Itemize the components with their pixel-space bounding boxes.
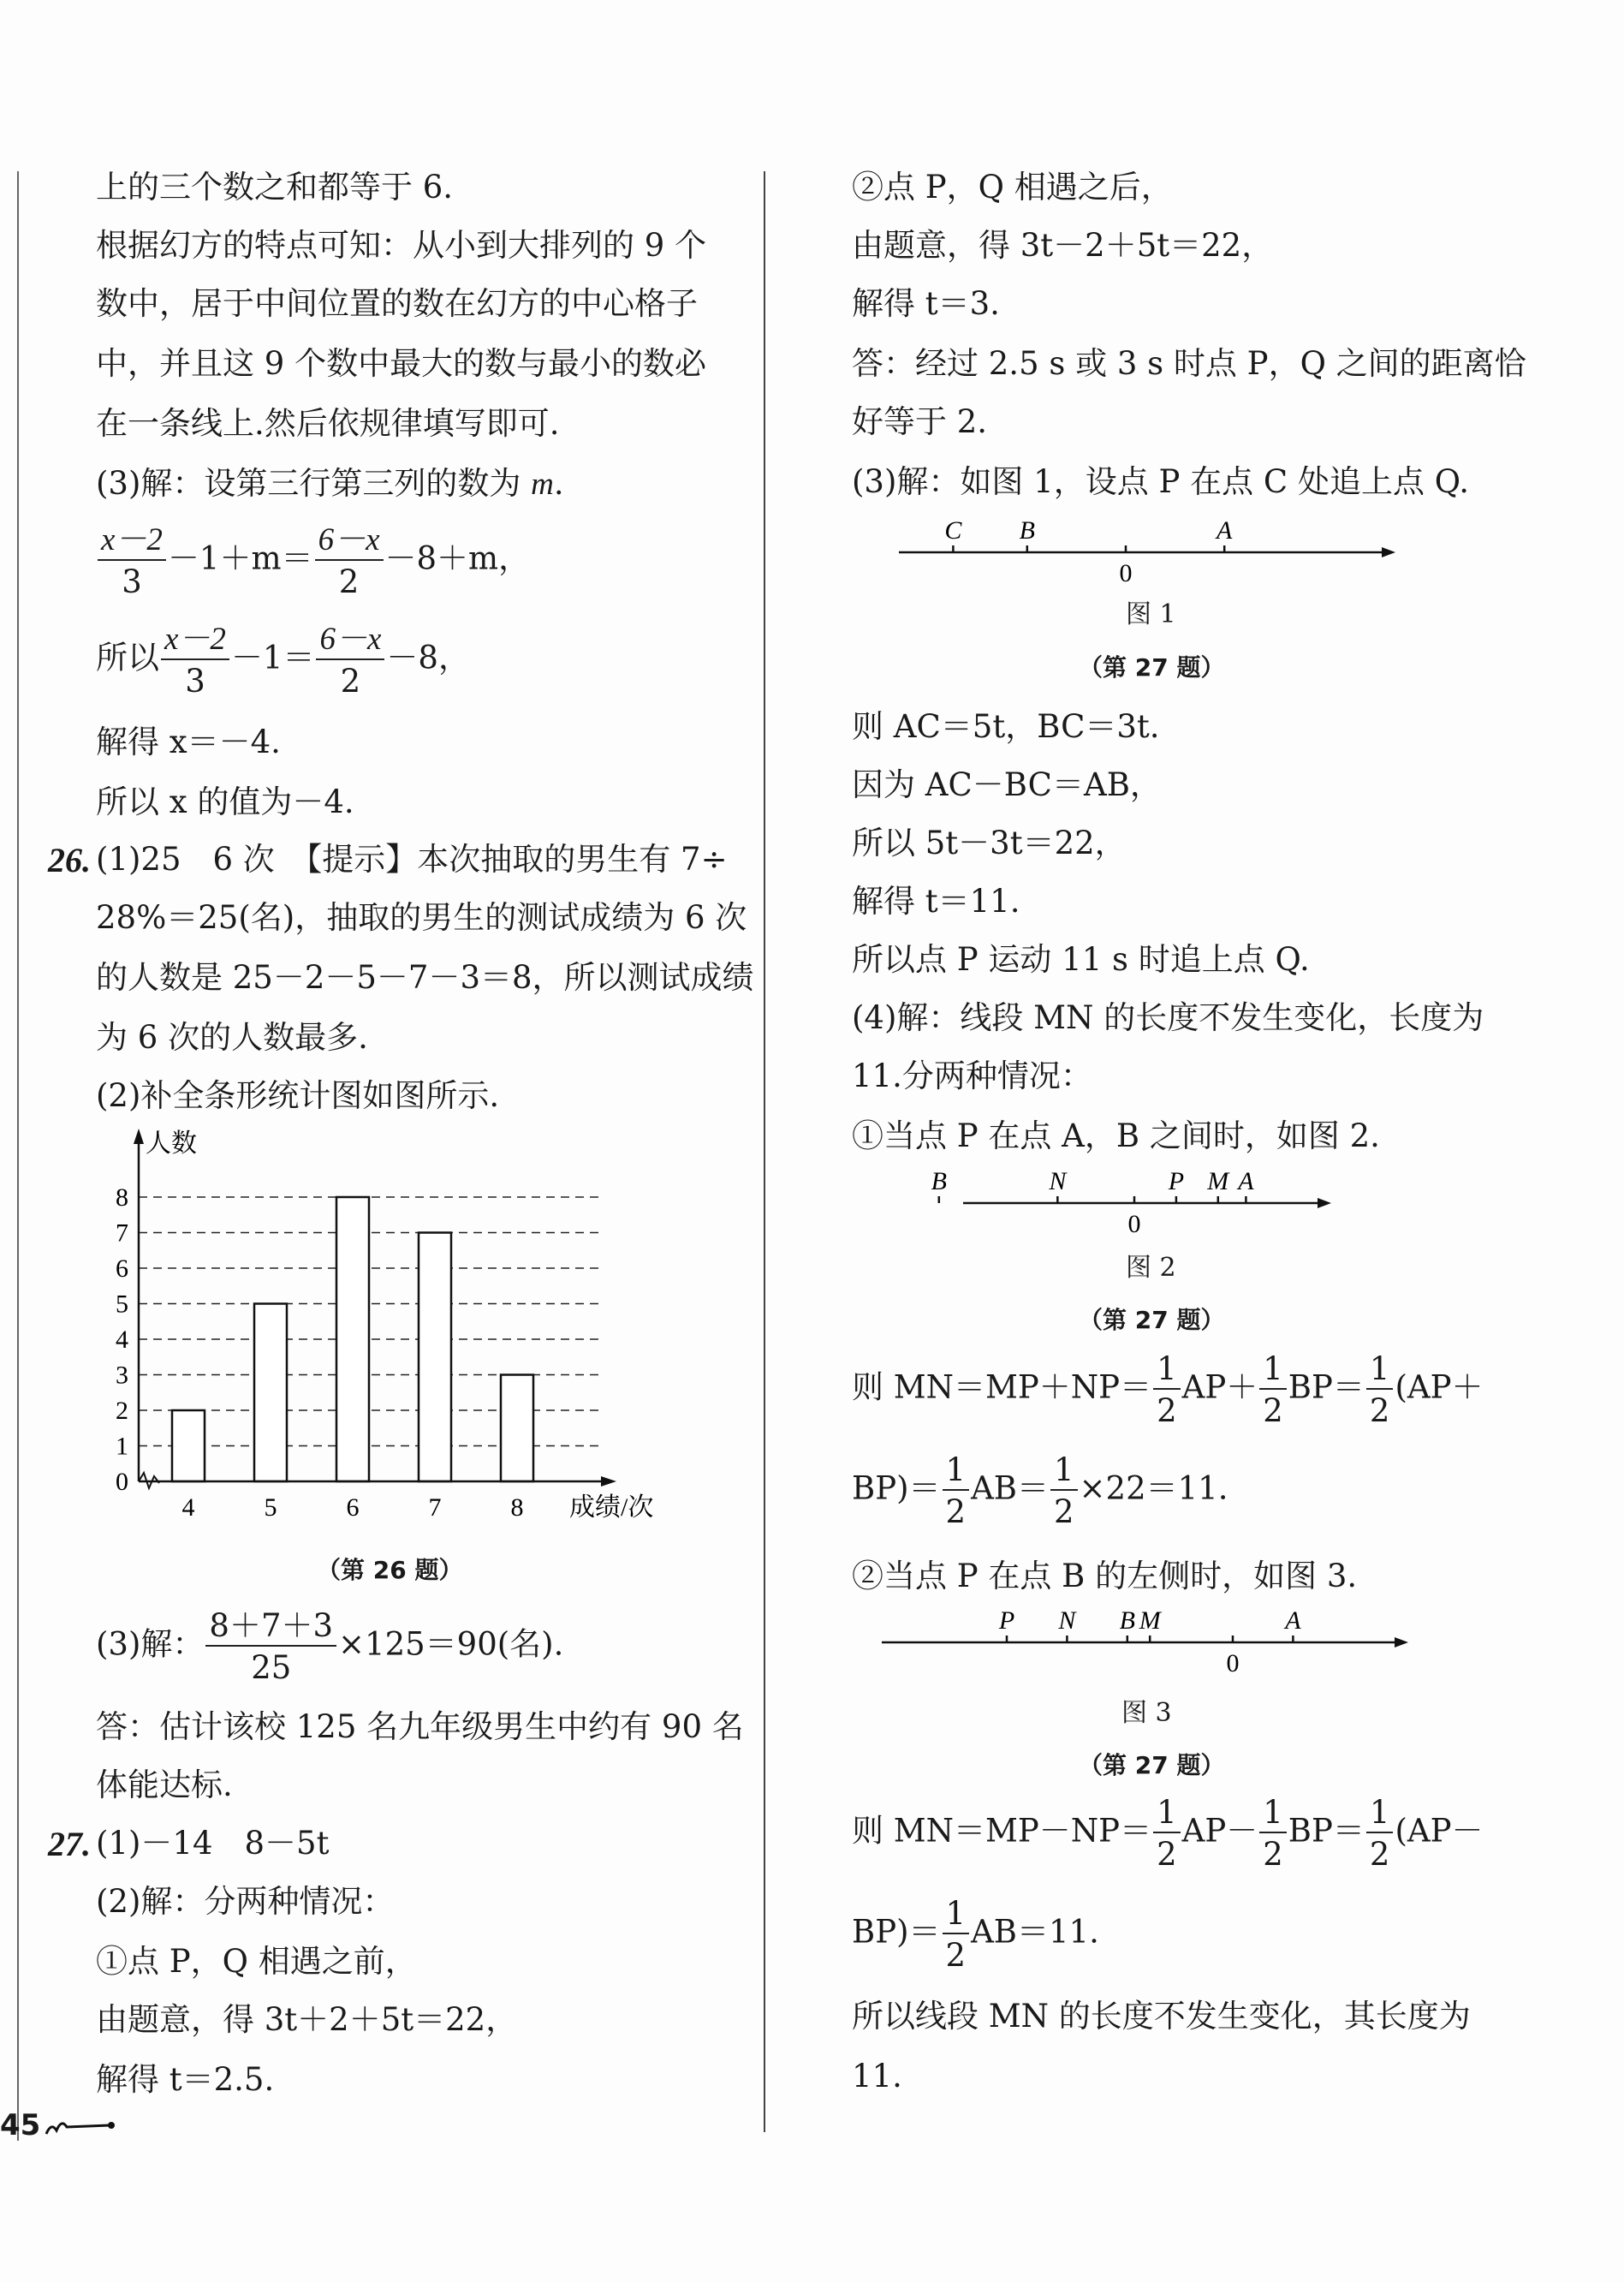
x-tick-label: 4 xyxy=(181,1493,195,1522)
point-label: 0 xyxy=(1119,559,1133,587)
text-line: (2)补全条形统计图如图所示. xyxy=(96,1077,500,1114)
bar xyxy=(501,1375,533,1482)
text-line: 11.分两种情况： xyxy=(852,1058,1092,1094)
x-tick-label: 7 xyxy=(428,1493,442,1522)
text-line: 11. xyxy=(852,2058,902,2094)
equation: $\frac{x-2}{3}$ －1＋m＝ $\frac{6-x}{2}$ －8＋m， xyxy=(96,524,530,598)
y-tick-label: 5 xyxy=(116,1290,128,1319)
text-line: (3)解：如图 1，设点 P 在点 C 处追上点 Q. xyxy=(852,463,1469,500)
text-line: 由题意，得 3t－2＋5t＝22， xyxy=(852,227,1274,264)
text-line: ②当点 P 在点 B 的左侧时，如图 3. xyxy=(852,1558,1358,1594)
y-axis-arrow xyxy=(134,1129,144,1144)
text-line: ①点 P，Q 相遇之前， xyxy=(96,1943,417,1980)
point-label: B xyxy=(931,1167,947,1195)
figure-label: 图 3 xyxy=(1121,1698,1172,1728)
point-label: A xyxy=(1238,1167,1254,1195)
figure-label: 图 1 xyxy=(1126,599,1176,629)
text-line: 因为 AC－BC＝AB， xyxy=(852,766,1162,803)
text-line: 的人数是 25－2－5－7－3＝8，所以测试成绩 xyxy=(96,959,754,996)
text-line: 解得 x＝－4. xyxy=(96,724,281,760)
text-line: ②点 P，Q 相遇之后， xyxy=(852,169,1173,206)
y-axis-label: 人数 xyxy=(146,1129,197,1158)
point-label: B xyxy=(1019,516,1035,545)
page-number: 45 xyxy=(0,2108,41,2142)
text-line: 上的三个数之和都等于 6. xyxy=(96,169,454,206)
y-tick-label: 6 xyxy=(116,1254,128,1283)
point-label: M xyxy=(1139,1606,1161,1635)
text-line: (1)25 6 次 【提示】本次抽取的男生有 7÷ xyxy=(96,841,728,878)
point-label: M xyxy=(1207,1167,1229,1195)
bar-chart xyxy=(94,1122,676,1541)
text-line: 体能达标. xyxy=(96,1767,233,1803)
point-label: A xyxy=(1217,516,1233,545)
x-tick-label: 5 xyxy=(264,1493,277,1522)
number-line-arrow xyxy=(1318,1198,1331,1208)
text-line: (4)解：线段 MN 的长度不发生变化，长度为 xyxy=(852,999,1484,1036)
point-label: B xyxy=(1119,1606,1135,1635)
bar xyxy=(336,1197,369,1481)
text-line: 由题意，得 3t＋2＋5t＝22， xyxy=(96,2001,518,2038)
point-label: 0 xyxy=(1226,1649,1240,1677)
number-line-arrow xyxy=(1382,547,1395,557)
y-tick-label: 1 xyxy=(116,1432,128,1461)
text-line: 解得 t＝3. xyxy=(852,285,1000,322)
equation: (3)解： $\frac{8+7+3}{25}$ ×125＝90(名). xyxy=(96,1607,564,1686)
y-tick-label: 2 xyxy=(116,1397,128,1425)
number-line-figure-3 xyxy=(873,1600,1421,1677)
text-line: 好等于 2. xyxy=(852,403,988,440)
question-number: 27. xyxy=(48,1825,91,1863)
figure-caption: （第 27 题） xyxy=(1079,1306,1225,1334)
x-tick-label: 8 xyxy=(510,1493,524,1522)
bar xyxy=(254,1304,287,1482)
point-label: P xyxy=(998,1606,1015,1635)
y-tick-label: 3 xyxy=(116,1361,128,1390)
number-line-figure-1 xyxy=(890,509,1404,587)
column-divider xyxy=(764,171,765,2132)
text-line: 所以点 P 运动 11 s 时追上点 Q. xyxy=(852,941,1310,978)
page-ornament-icon xyxy=(43,2115,120,2141)
column-divider xyxy=(17,171,19,2141)
text-line: 所以线段 MN 的长度不发生变化，其长度为 xyxy=(852,1998,1471,2035)
point-label: N xyxy=(1058,1606,1076,1635)
y-tick-label: 0 xyxy=(116,1468,128,1496)
point-label: 0 xyxy=(1127,1210,1141,1238)
equation: BP)＝ $\frac{1}{2}$ AB＝11. xyxy=(852,1895,1099,1974)
figure-caption: （第 27 题） xyxy=(1079,1751,1225,1779)
text-line: 解得 t＝11. xyxy=(852,883,1020,920)
point-label: P xyxy=(1168,1167,1185,1195)
point-label: C xyxy=(944,516,962,545)
equation: 所以 $\frac{x-2}{3}$ －1＝ $\frac{6-x}{2}$ －8， xyxy=(96,622,470,700)
number-line-figure-2 xyxy=(931,1160,1348,1238)
bar xyxy=(172,1410,205,1481)
point-label: A xyxy=(1285,1606,1301,1635)
text-line: 答：估计该校 125 名九年级男生中约有 90 名 xyxy=(96,1708,744,1745)
text-line: 所以 5t－3t＝22， xyxy=(852,825,1127,861)
figure-caption: （第 27 题） xyxy=(1079,653,1225,682)
y-tick-label: 8 xyxy=(116,1183,128,1212)
text-line: (3)解：设第三行第三列的数为 m. xyxy=(96,465,564,502)
text-line: 答：经过 2.5 s 或 3 s 时点 P，Q 之间的距离恰 xyxy=(852,345,1526,382)
x-axis-label: 成绩/次 xyxy=(569,1493,654,1522)
text-line: (2)解：分两种情况： xyxy=(96,1883,395,1920)
text-line: 解得 t＝2.5. xyxy=(96,2061,275,2098)
text-line: 数中，居于中间位置的数在幻方的中心格子 xyxy=(96,285,698,322)
equation: 则 MN＝MP＋NP＝ $\frac{1}{2}$ AP＋ $\frac{1}{2}$ BP＝ $\frac{1}{2}$ (AP＋ xyxy=(852,1350,1484,1429)
bar xyxy=(419,1233,451,1482)
question-number: 26. xyxy=(48,841,91,879)
text-line: 在一条线上.然后依规律填写即可. xyxy=(96,405,560,442)
text-line: 所以 x 的值为－4. xyxy=(96,784,354,820)
text-line: 为 6 次的人数最多. xyxy=(96,1019,368,1056)
y-tick-label: 4 xyxy=(116,1326,128,1354)
equation: BP)＝ $\frac{1}{2}$ AB＝ $\frac{1}{2}$ ×22＝11. xyxy=(852,1451,1228,1530)
figure-caption: （第 26 题） xyxy=(317,1556,463,1584)
equation: 则 MN＝MP－NP＝ $\frac{1}{2}$ AP－ $\frac{1}{2}$ BP＝ $\frac{1}{2}$ (AP－ xyxy=(852,1794,1484,1873)
number-line-arrow xyxy=(1395,1637,1408,1647)
y-tick-label: 7 xyxy=(116,1218,128,1248)
x-tick-label: 6 xyxy=(346,1493,360,1522)
figure-label: 图 2 xyxy=(1126,1253,1176,1283)
text-line: (1)－14 8－5t xyxy=(96,1825,330,1862)
text-line: 28%＝25(名)，抽取的男生的测试成绩为 6 次 xyxy=(96,899,747,936)
point-label: N xyxy=(1049,1167,1067,1195)
text-line: 根据幻方的特点可知：从小到大排列的 9 个 xyxy=(96,227,707,264)
text-line: 则 AC＝5t，BC＝3t. xyxy=(852,708,1160,745)
x-axis-arrow xyxy=(601,1476,616,1487)
text-line: 中，并且这 9 个数中最大的数与最小的数必 xyxy=(96,345,707,382)
text-line: ①当点 P 在点 A，B 之间时，如图 2. xyxy=(852,1117,1380,1154)
